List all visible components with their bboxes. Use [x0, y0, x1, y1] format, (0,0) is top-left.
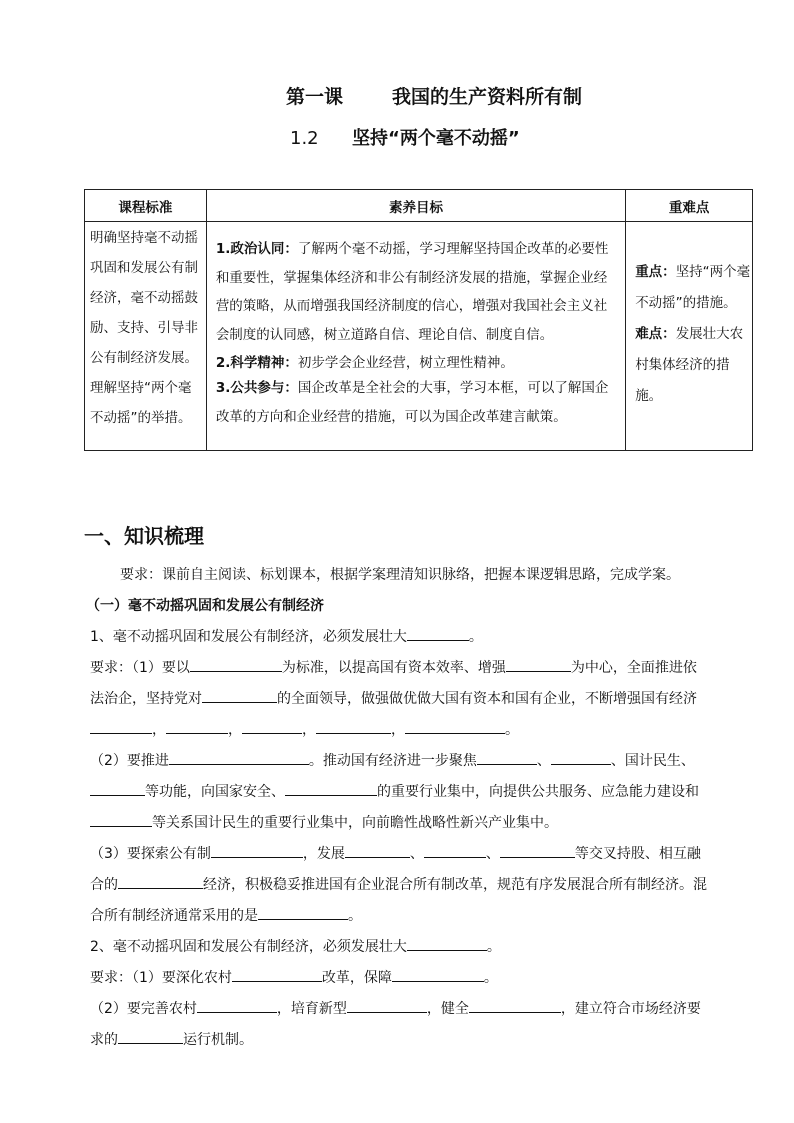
blank-field[interactable] — [405, 719, 505, 734]
blank-field[interactable] — [190, 657, 282, 672]
section-heading: 一、知识梳理 — [84, 524, 204, 548]
section-number: 1.2 — [290, 128, 319, 149]
blank-field[interactable] — [407, 626, 469, 641]
fill-paragraph-7: （2）要完善农村 ，培育新型 ，健全 ，建立符合市场经济要求的 运行机制。 — [90, 994, 710, 1056]
fill-paragraph-6: 要求：（1）要深化农村 改革，保障 。 — [90, 963, 710, 994]
blank-field[interactable] — [477, 750, 537, 765]
fill-paragraph-5: 2、毫不动摇巩固和发展公有制经济，必须发展壮大 。 — [90, 932, 710, 963]
curriculum-table — [84, 189, 753, 451]
fill-paragraph-3: （2）要推进 。推动国有经济进一步聚焦 、 、国计民生、等功能，向国家安全、 的重要行业集中，向提供公共服务、应急能力建设和等关系国计民生的重要行业集中，向前瞻性战略性新兴产业集中。 — [90, 746, 710, 839]
blank-field[interactable] — [316, 719, 391, 734]
blank-field[interactable] — [506, 657, 571, 672]
blank-field[interactable] — [347, 998, 427, 1013]
blank-field[interactable] — [90, 781, 145, 796]
standard-cell — [85, 222, 207, 451]
blank-field[interactable] — [232, 967, 322, 982]
blank-field[interactable] — [166, 719, 228, 734]
key-points-cell — [626, 222, 753, 451]
blank-field[interactable] — [90, 812, 152, 827]
table-header-row — [85, 190, 753, 222]
blank-field[interactable] — [469, 998, 561, 1013]
lesson-number: 第一课 — [286, 86, 344, 108]
blank-field[interactable] — [551, 750, 611, 765]
blank-field[interactable] — [500, 843, 575, 858]
blank-field[interactable] — [424, 843, 486, 858]
requirement-text: 要求：课前自主阅读、标划课本，根据学案理清知识脉络，把握本课逻辑思路，完成学案。 — [120, 567, 680, 583]
goals-cell — [206, 222, 625, 451]
blank-field[interactable] — [258, 905, 348, 920]
fill-paragraph-2: 要求：（1）要以 为标准，以提高国有资本效率、增强 为中心，全面推进依法治企，坚持党对 的全面领导，做强做优做大国有资本和国有企业，不断增强国有经济， ， ， ， 。 — [90, 653, 710, 746]
blank-field[interactable] — [242, 719, 302, 734]
difficult-point: 难点：发展壮大农村集体经济的措施。 — [635, 326, 744, 404]
goal-item: 3.公共参与：国企改革是全社会的大事，学习本框，可以了解国企改革的方向和企业经营的措施，可以为国企改革建言献策。 — [215, 380, 609, 425]
key-point: 重点：坚持“两个毫不动摇”的措施。 — [635, 264, 751, 311]
blank-field[interactable] — [202, 688, 277, 703]
standard-text: 明确坚持毫不动摇巩固和发展公有制经济，毫不动摇鼓励、支持、引导非公有制经济发展。理解坚持“两个毫不动摇”的举措。 — [90, 230, 198, 426]
section-name: 坚持“两个毫不动摇” — [352, 128, 520, 149]
header-goals: 素养目标 — [206, 190, 625, 222]
blank-field[interactable] — [345, 843, 410, 858]
blank-field[interactable] — [285, 781, 377, 796]
blank-field[interactable] — [211, 843, 303, 858]
table-row — [85, 222, 753, 451]
blank-field[interactable] — [118, 1029, 183, 1044]
header-standard: 课程标准 — [85, 190, 207, 222]
blank-field[interactable] — [392, 967, 484, 982]
blank-field[interactable] — [118, 874, 203, 889]
blank-field[interactable] — [90, 719, 152, 734]
blank-field[interactable] — [169, 750, 309, 765]
knowledge-body — [86, 560, 710, 1056]
fill-paragraph-4: （3）要探索公有制 ，发展 、 、 等交叉持股、相互融合的 经济，积极稳妥推进国有企业混合所有制改革，规范有序发展混合所有制经济。混合所有制经济通常采用的是 。 — [90, 839, 710, 932]
goal-item: 2.科学精神：初步学会企业经营，树立理性精神。 — [215, 355, 514, 371]
fill-paragraph-1: 1、毫不动摇巩固和发展公有制经济，必须发展壮大 。 — [90, 622, 710, 653]
subsection-heading: （一）毫不动摇巩固和发展公有制经济 — [86, 598, 324, 614]
blank-field[interactable] — [197, 998, 277, 1013]
blank-field[interactable] — [407, 936, 487, 951]
goal-item: 1.政治认同：了解两个毫不动摇，学习理解坚持国企改革的必要性和重要性，掌握集体经济和非公有制经济发展的措施，掌握企业经营的策略，从而增强我国经济制度的信心，增强对我国社会主义社会制度的认同感，树立道路自信、理论自信、制度自信。 — [215, 241, 609, 343]
lesson-name: 我国的生产资料所有制 — [392, 86, 583, 108]
header-key-points: 重难点 — [626, 190, 753, 222]
